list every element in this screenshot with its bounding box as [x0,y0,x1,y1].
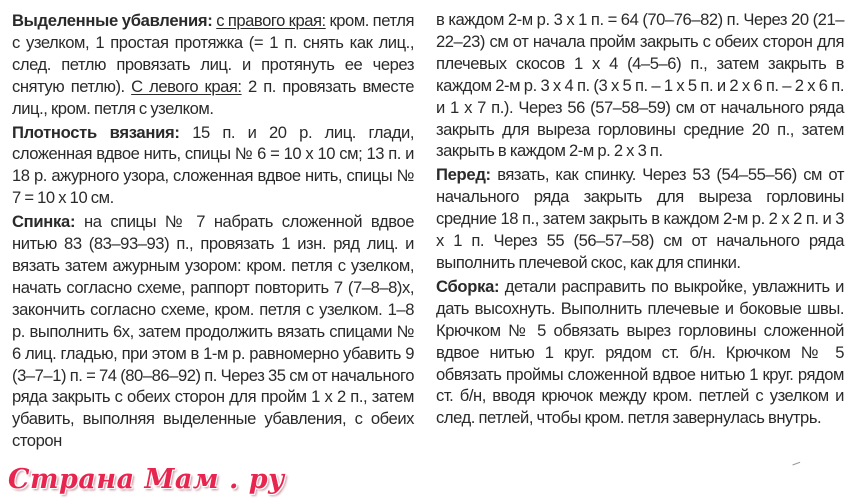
front-text: вязать, как спинку. Через 53 (54–55–56) см от начального ряда закрыть для выреза горловины средние 18 п., затем закрыть в каждом 2-м р. 2 х 2 п. и 3 х 1 п. Через 55 (56–57–58) см от начального ряда выполнить плечевой скос, как для спинки. [436,165,844,272]
site-watermark: Страна Мам . ру [8,464,285,495]
left-text-column [12,10,414,454]
back-paragraph [12,211,414,452]
right-edge-label: с правого края: [216,11,326,30]
right-text-column [436,9,844,431]
page-corner-mark [792,462,801,469]
left-edge-text: 2 п. провязать вместе лиц., кром. петля с узелком. [12,76,415,118]
back-continuation-text: в каждом 2-м р. 3 х 1 п. = 64 (70–76–82) п. Через 20 (21–22–23) см от начала пройм закрыть с обеих сторон для плечевых скосов 1 х 4 (4–5–6) п., затем закрыть в каждом 2-м р. 3 х 4 п. (3 х 5 п. – 1 х 5 п. и 2 х 6 п. – 2 х 6 п. и 1 х 7 п.). Через 56 (57–58–59) см от начального ряда закрыть для выреза горловины средние 20 п., затем закрыть в каждом 2-м р. 2 х 3 п. [436,10,844,161]
back-continuation-paragraph [436,9,844,162]
back-text: на спицы № 7 набрать сложенной вдвое нитью 83 (83–93–93) п., провязать 1 изн. ряд лиц. и вязать затем ажурным узором: кром. петля с узелком, начать согласно схеме, раппорт повторить 7 (7–8–8)х, закончить согласно схеме, кром. петля с узелком. 1–8 р. выполнить 6х, затем продолжить вязать спицами № 6 лиц. гладью, при этом в 1-м р. равномерно убавить 9 (3–7–1) п. = 74 (80–86–92) п. Через 35 см от начального ряда закрыть с обеих сторон для пройм 1 х 2 п., затем убавить, выполняя выделенные убавления, с обеих сторон [12,212,414,451]
highlighted-decreases-heading: Выделенные убавления: [12,11,213,30]
gauge-paragraph [12,122,414,210]
left-edge-label: С левого края: [131,76,242,96]
back-heading: Спинка: [12,212,76,232]
gauge-text: 15 п. и 20 р. лиц. глади, сложенная вдвое нить, спицы № 6 = 10 х 10 см; 13 п. и 18 р. ажурного узора, сложенная вдвое нить, спицы № 7 = 10 х 10 см. [12,122,414,208]
front-paragraph [436,164,844,274]
assembly-text: детали расправить по выкройке, увлажнить и дать высохнуть. Выполнить плечевые и боковые швы. Крючком № 5 обвязать вырез горловины сложенной вдвое нитью 1 круг. рядом ст. б/н. Крючком № 5 обвязать проймы сложенной вдвое нитью 1 круг. рядом ст. б/н, вводя крючок между кром. петлей с узелком и след. петлей, чтобы кром. петля завернулась внутрь. [436,276,844,428]
right-edge-text: кром. петля с узелком, 1 простая протяжка (= 1 п. снять как лиц., след. петлю провязать лиц. и протянуть ее через снятую петлю). [12,11,414,96]
assembly-heading: Сборка: [436,276,500,296]
highlighted-decreases-paragraph [12,10,414,120]
assembly-paragraph [436,276,844,429]
gauge-heading: Плотность вязания: [12,122,180,142]
front-heading: Перед: [436,165,491,185]
